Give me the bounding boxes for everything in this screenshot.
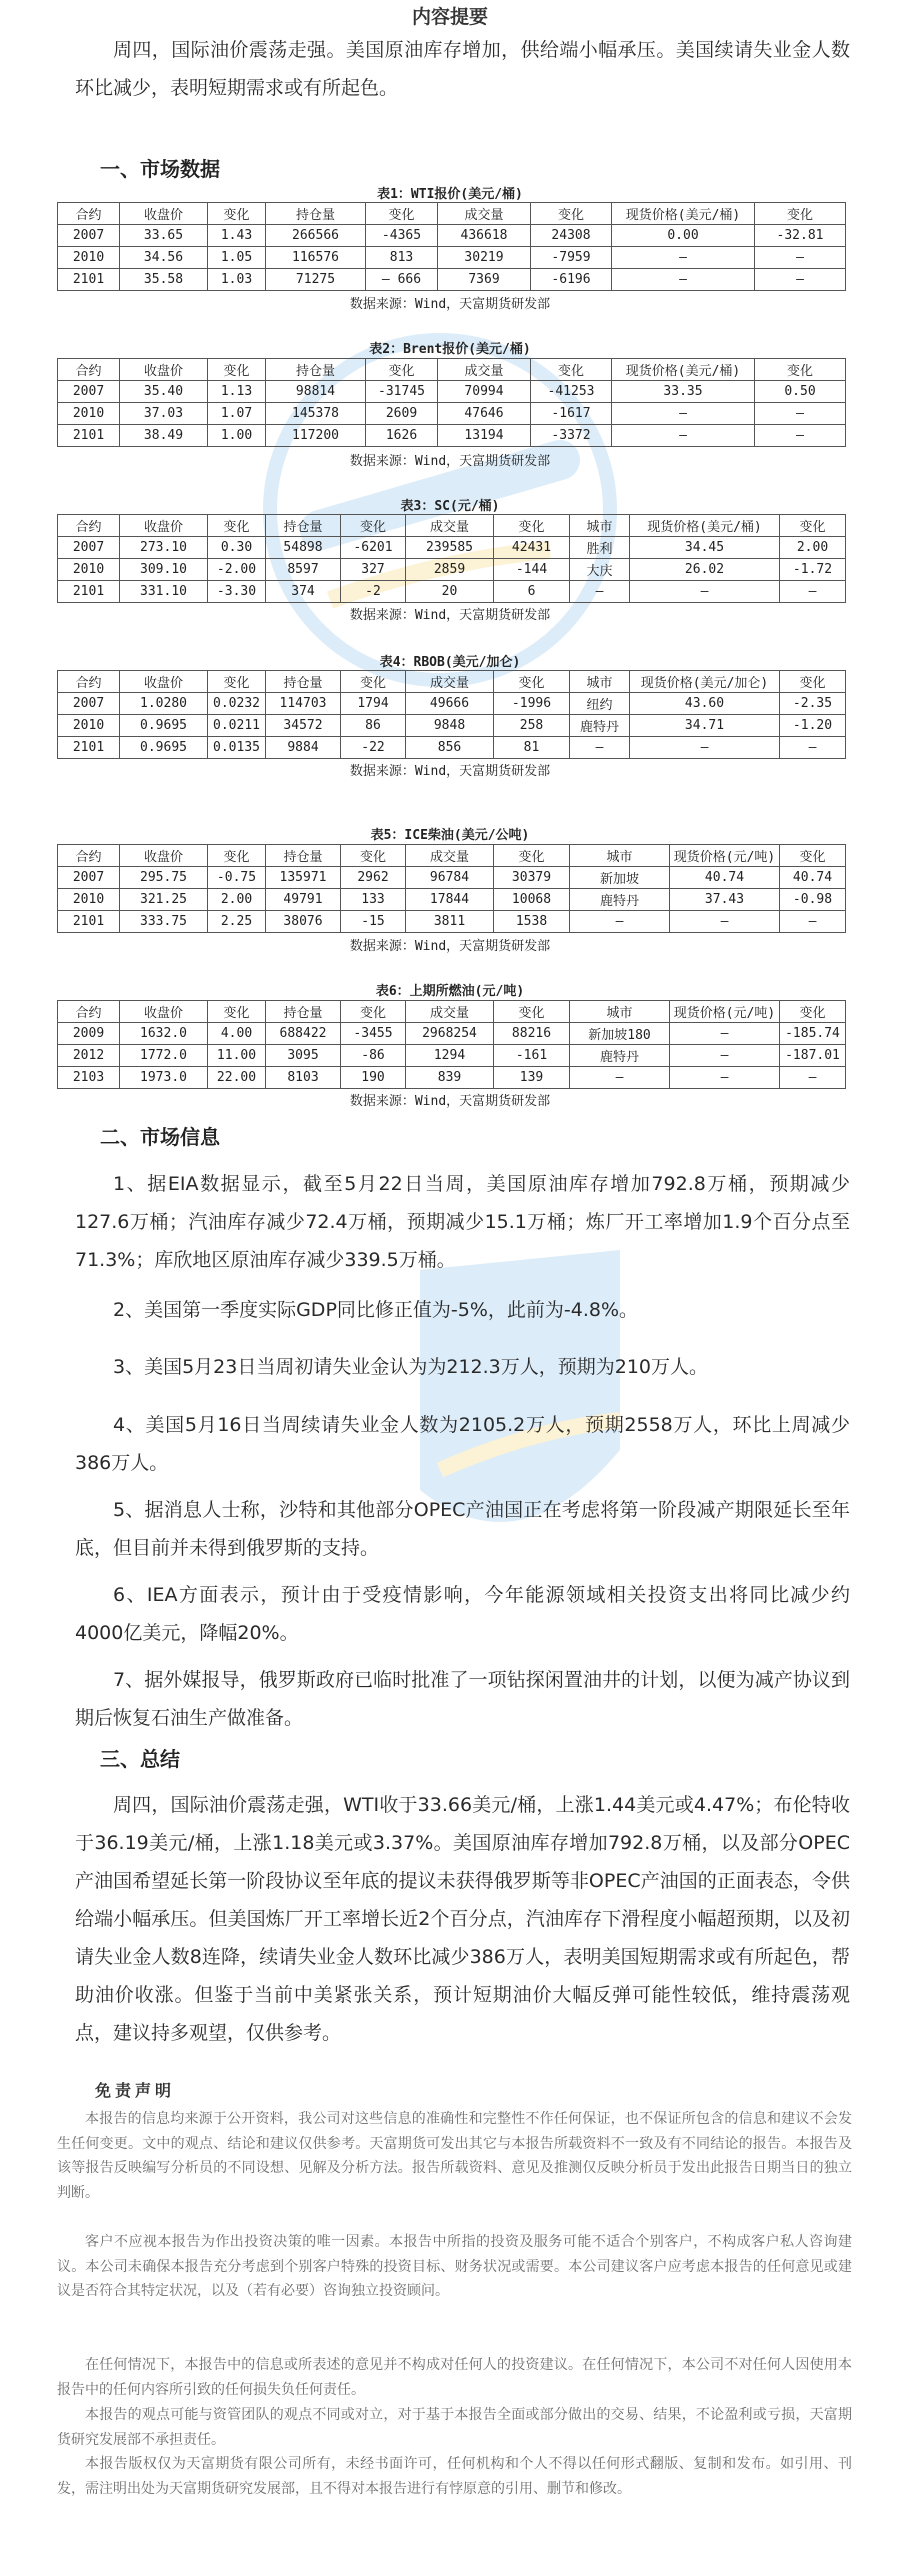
table-cell: -3455 <box>341 1023 406 1045</box>
header-cell: 变化 <box>780 515 846 537</box>
table-cell: 133 <box>341 889 406 911</box>
table-source: 数据来源：Wind，天富期货研发部 <box>349 764 551 779</box>
table-cell: 1.43 <box>208 225 266 247</box>
table-cell: 1973.0 <box>120 1067 208 1089</box>
table-cell: 114703 <box>266 693 341 715</box>
table-cell: 0.00 <box>612 225 755 247</box>
table-cell: 0.0211 <box>208 715 266 737</box>
header-cell: 合约 <box>58 515 120 537</box>
header-cell: 合约 <box>58 359 120 381</box>
header-cell: 变化 <box>366 203 438 225</box>
table-caption: 表5：ICE柴油(美元/公吨) <box>370 828 530 843</box>
header-cell: 变化 <box>208 203 266 225</box>
table-cell: 117200 <box>266 425 366 447</box>
table-cell: — <box>630 737 780 759</box>
disclaimer-title: 免责声明 <box>95 2081 176 2100</box>
table-cell: 8103 <box>266 1067 341 1089</box>
table-row <box>58 425 846 447</box>
header-cell: 变化 <box>494 845 570 867</box>
header-cell: 持仓量 <box>266 845 341 867</box>
table-row <box>58 867 846 889</box>
header-cell: 变化 <box>755 203 846 225</box>
table-row <box>58 225 846 247</box>
table-row <box>58 581 846 603</box>
table-cell: 38076 <box>266 911 341 933</box>
table-cell: -4365 <box>366 225 438 247</box>
table-cell: 0.30 <box>208 537 266 559</box>
table-cell: 30379 <box>494 867 570 889</box>
data-table-shfe-fuel-oil <box>57 1000 846 1089</box>
header-cell: 变化 <box>494 515 570 537</box>
table-cell: 49666 <box>406 693 494 715</box>
header-cell: 合约 <box>58 1001 120 1023</box>
header-cell: 变化 <box>494 1001 570 1023</box>
disclaimer-paragraph: 本报告的观点可能与资管团队的观点不同或对立，对于基于本报告全面或部分做出的交易、结果，不论盈利或亏损，天富期货研究发展部不承担责任。 <box>57 2407 852 2448</box>
header-cell: 持仓量 <box>266 203 366 225</box>
table-cell: — <box>670 911 780 933</box>
info-item-2: 2、美国第一季度实际GDP同比修正值为-5%，此前为-4.8%。 <box>113 1299 639 1321</box>
table-row <box>58 1045 846 1067</box>
table-source: 数据来源：Wind，天富期货研发部 <box>349 1094 551 1109</box>
table-cell: 2101 <box>58 911 120 933</box>
table-cell: 1.13 <box>208 381 266 403</box>
table-cell: — <box>612 269 755 291</box>
data-table-ice-gasoil <box>57 844 846 933</box>
header-cell: 收盘价 <box>120 671 208 693</box>
table-cell: 1.07 <box>208 403 266 425</box>
header-cell: 变化 <box>780 1001 846 1023</box>
table-row <box>58 889 846 911</box>
data-table-wti <box>57 202 846 291</box>
header-cell: 收盘价 <box>120 1001 208 1023</box>
disclaimer-paragraph: 在任何情况下，本报告中的信息或所表述的意见并不构成对任何人的投资建议。在任何情况下，本公司不对任何人因使用本报告中的任何内容所引致的任何损失负任何责任。 <box>57 2357 852 2398</box>
table-cell: 35.40 <box>120 381 208 403</box>
table-cell: 11.00 <box>208 1045 266 1067</box>
table-header-row <box>58 845 846 867</box>
header-cell: 变化 <box>494 671 570 693</box>
table-cell: — <box>670 1067 780 1089</box>
table-cell: — <box>780 1067 846 1089</box>
table-cell: -15 <box>341 911 406 933</box>
table-source: 数据来源：Wind，天富期货研发部 <box>349 297 551 312</box>
table-cell: 7369 <box>438 269 531 291</box>
disclaimer-paragraph: 客户不应视本报告为作出投资决策的唯一因素。本报告中所指的投资及服务可能不适合个别客户，不构成客户私人咨询建议。本公司未确保本报告充分考虑到个别客户特殊的投资目标、财务状况或需要。本公司建议客户应考虑本报告的任何意见或建议是否符合其特定状况，以及（若有必要）咨询独立投资顾问。 <box>57 2234 852 2300</box>
table-cell: 0.9695 <box>120 715 208 737</box>
header-cell: 变化 <box>341 1001 406 1023</box>
table-cell: 145378 <box>266 403 366 425</box>
table-cell: 2859 <box>406 559 494 581</box>
table-cell: 40.74 <box>780 867 846 889</box>
table-cell: — <box>670 1023 780 1045</box>
header-cell: 变化 <box>208 845 266 867</box>
table-cell: 2.00 <box>780 537 846 559</box>
table-source: 数据来源：Wind，天富期货研发部 <box>349 608 551 623</box>
table-cell: 40.74 <box>670 867 780 889</box>
table-cell: 96784 <box>406 867 494 889</box>
table-cell: 22.00 <box>208 1067 266 1089</box>
header-cell: 现货价格(美元/桶) <box>630 515 780 537</box>
table-cell: 813 <box>366 247 438 269</box>
table-cell: 1294 <box>406 1045 494 1067</box>
table-cell: 266566 <box>266 225 366 247</box>
summary-conclusion-paragraph: 周四，国际油价震荡走强，WTI收于33.66美元/桶，上涨1.44美元或4.47%；布伦特收于36.19美元/桶，上涨1.18美元或3.37%。美国原油库存增加792.8万桶，以及部分OPEC产油国希望延长第一阶段协议至年底的提议未获得俄罗斯等非OPEC产油国的正面表态，令供给端小幅承压。但美国炼厂开工率增长近2个百分点，汽油库存下滑程度小幅超预期，以及初请失业金人数8连降，续请失业金人数环比减少386万人，表明美国短期需求或有所起色，帮助油价收涨。但鉴于当前中美紧张关系，预计短期油价大幅反弹可能性较低，维持震荡观点，建议持多观望，仅供参考。 <box>75 1794 850 2044</box>
table-cell: 2007 <box>58 537 120 559</box>
table-cell: — <box>755 269 846 291</box>
info-item-4: 4、美国5月16日当周续请失业金人数为2105.2万人，预期2558万人，环比上周减少386万人。 <box>75 1414 850 1474</box>
table-cell: — <box>570 1067 670 1089</box>
table-cell: 大庆 <box>570 559 630 581</box>
table-cell: 26.02 <box>630 559 780 581</box>
table-cell: 3811 <box>406 911 494 933</box>
table-cell: 0.0232 <box>208 693 266 715</box>
table-cell: -2.00 <box>208 559 266 581</box>
table-cell: 4.00 <box>208 1023 266 1045</box>
table-cell: 688422 <box>266 1023 341 1045</box>
table-cell: 309.10 <box>120 559 208 581</box>
table-cell: 2010 <box>58 559 120 581</box>
table-cell: -6196 <box>531 269 612 291</box>
table-cell: 70994 <box>438 381 531 403</box>
table-cell: 2007 <box>58 693 120 715</box>
table-header-row <box>58 359 846 381</box>
header-cell: 收盘价 <box>120 845 208 867</box>
header-cell: 合约 <box>58 845 120 867</box>
table-cell: — <box>755 403 846 425</box>
table-caption: 表3：SC(元/桶) <box>400 499 500 514</box>
table-cell: 34572 <box>266 715 341 737</box>
header-cell: 成交量 <box>406 845 494 867</box>
table-cell: 49791 <box>266 889 341 911</box>
header-cell: 变化 <box>755 359 846 381</box>
table-caption: 表4：RBOB(美元/加仑) <box>379 655 521 670</box>
table-cell: -1996 <box>494 693 570 715</box>
table-cell: 9884 <box>266 737 341 759</box>
table-cell: -2 <box>341 581 406 603</box>
header-cell: 变化 <box>780 845 846 867</box>
disclaimer-paragraph: 本报告的信息均来源于公开资料，我公司对这些信息的准确性和完整性不作任何保证，也不保证所包含的信息和建议不会发生任何变更。文中的观点、结论和建议仅供参考。天富期货可发出其它与本报告所载资料不一致及有不同结论的报告。本报告及该等报告反映编写分析员的不同设想、见解及分析方法。报告所载资料、意见及推测仅反映分析员于发出此报告日期当日的独立判断。 <box>57 2111 852 2201</box>
table-cell: 47646 <box>438 403 531 425</box>
table-cell: 258 <box>494 715 570 737</box>
table-cell: -144 <box>494 559 570 581</box>
table-cell: 1794 <box>341 693 406 715</box>
header-cell: 变化 <box>531 203 612 225</box>
table-cell: -7959 <box>531 247 612 269</box>
table-cell: 34.45 <box>630 537 780 559</box>
table-cell: 116576 <box>266 247 366 269</box>
table-caption: 表6：上期所燃油(元/吨) <box>375 984 525 999</box>
table-cell: 10068 <box>494 889 570 911</box>
header-cell: 变化 <box>208 359 266 381</box>
table-cell: 81 <box>494 737 570 759</box>
section-heading-market-data: 一、市场数据 <box>100 157 220 181</box>
table-cell: 鹿特丹 <box>570 715 630 737</box>
table-cell: 86 <box>341 715 406 737</box>
table-caption: 表2：Brent报价(美元/桶) <box>369 342 531 357</box>
table-cell: 1.05 <box>208 247 266 269</box>
table-cell: — <box>612 247 755 269</box>
table-cell: 1538 <box>494 911 570 933</box>
table-cell: — <box>780 737 846 759</box>
table-cell: 2007 <box>58 867 120 889</box>
header-cell: 变化 <box>341 671 406 693</box>
header-cell: 持仓量 <box>266 671 341 693</box>
header-cell: 变化 <box>341 845 406 867</box>
header-cell: 成交量 <box>406 1001 494 1023</box>
table-cell: -3372 <box>531 425 612 447</box>
table-cell: — <box>755 247 846 269</box>
table-cell: 2009 <box>58 1023 120 1045</box>
table-cell: 胜利 <box>570 537 630 559</box>
table-cell: 135971 <box>266 867 341 889</box>
table-cell: 6 <box>494 581 570 603</box>
table-cell: 1.00 <box>208 425 266 447</box>
info-item-1: 1、据EIA数据显示，截至5月22日当周，美国原油库存增加792.8万桶，预期减少127.6万桶；汽油库存减少72.4万桶，预期减少15.1万桶；炼厂开工率增加1.9个百分点至71.3%；库欣地区原油库存减少339.5万桶。 <box>75 1173 850 1271</box>
table-cell: 2101 <box>58 737 120 759</box>
header-cell: 成交量 <box>406 671 494 693</box>
table-cell: 2.00 <box>208 889 266 911</box>
table-cell: — <box>612 425 755 447</box>
table-cell: 273.10 <box>120 537 208 559</box>
table-cell: 71275 <box>266 269 366 291</box>
header-cell: 城市 <box>570 515 630 537</box>
table-cell: 2012 <box>58 1045 120 1067</box>
header-cell: 收盘价 <box>120 203 208 225</box>
table-cell: 33.65 <box>120 225 208 247</box>
table-cell: — <box>570 581 630 603</box>
table-cell: -32.81 <box>755 225 846 247</box>
table-row <box>58 381 846 403</box>
table-cell: 1626 <box>366 425 438 447</box>
table-cell: 0.9695 <box>120 737 208 759</box>
table-header-row <box>58 1001 846 1023</box>
info-item-7: 7、据外媒报导，俄罗斯政府已临时批准了一项钻探闲置油井的计划，以便为减产协议到期后恢复石油生产做准备。 <box>75 1669 850 1729</box>
table-cell: 2101 <box>58 581 120 603</box>
table-cell: 2010 <box>58 403 120 425</box>
table-row <box>58 911 846 933</box>
table-row <box>58 269 846 291</box>
header-cell: 现货价格(美元/桶) <box>612 203 755 225</box>
table-cell: -86 <box>341 1045 406 1067</box>
table-cell: 34.71 <box>630 715 780 737</box>
header-cell: 持仓量 <box>266 359 366 381</box>
table-header-row <box>58 203 846 225</box>
section-heading-summary: 三、总结 <box>100 1747 180 1771</box>
table-cell: -3.30 <box>208 581 266 603</box>
table-cell: 1.0280 <box>120 693 208 715</box>
table-cell: — <box>630 581 780 603</box>
table-cell: 0.50 <box>755 381 846 403</box>
info-item-6: 6、IEA方面表示，预计由于受疫情影响，今年能源领域相关投资支出将同比减少约4000亿美元，降幅20%。 <box>75 1584 850 1644</box>
table-cell: -0.98 <box>780 889 846 911</box>
table-cell: 2.25 <box>208 911 266 933</box>
table-cell: 856 <box>406 737 494 759</box>
table-cell: 190 <box>341 1067 406 1089</box>
table-cell: 436618 <box>438 225 531 247</box>
header-cell: 成交量 <box>438 359 531 381</box>
table-cell: 8597 <box>266 559 341 581</box>
header-cell: 收盘价 <box>120 515 208 537</box>
table-cell: 2010 <box>58 715 120 737</box>
table-cell: 239585 <box>406 537 494 559</box>
table-cell: 2010 <box>58 247 120 269</box>
table-row <box>58 693 846 715</box>
table-cell: 37.03 <box>120 403 208 425</box>
header-cell: 成交量 <box>406 515 494 537</box>
table-cell: — <box>755 425 846 447</box>
table-cell: -185.74 <box>780 1023 846 1045</box>
table-cell: 2101 <box>58 425 120 447</box>
table-header-row <box>58 671 846 693</box>
page-title: 内容提要 <box>411 6 488 28</box>
table-cell: 1.03 <box>208 269 266 291</box>
header-cell: 收盘价 <box>120 359 208 381</box>
header-cell: 持仓量 <box>266 515 341 537</box>
table-cell: -1.72 <box>780 559 846 581</box>
table-cell: -0.75 <box>208 867 266 889</box>
table-caption: 表1：WTI报价(美元/桶) <box>377 187 523 202</box>
header-cell: 持仓量 <box>266 1001 341 1023</box>
header-cell: 现货价格(美元/桶) <box>612 359 755 381</box>
table-cell: -2.35 <box>780 693 846 715</box>
table-row <box>58 403 846 425</box>
table-cell: 3095 <box>266 1045 341 1067</box>
table-cell: 1632.0 <box>120 1023 208 1045</box>
header-cell: 城市 <box>570 671 630 693</box>
table-row <box>58 559 846 581</box>
header-cell: 成交量 <box>438 203 531 225</box>
table-cell: 鹿特丹 <box>570 889 670 911</box>
table-row <box>58 737 846 759</box>
table-cell: 纽约 <box>570 693 630 715</box>
table-cell: 54898 <box>266 537 341 559</box>
table-cell: -1.20 <box>780 715 846 737</box>
table-cell: — <box>780 581 846 603</box>
table-cell: 327 <box>341 559 406 581</box>
table-source: 数据来源：Wind，天富期货研发部 <box>349 939 551 954</box>
table-row <box>58 247 846 269</box>
table-cell: 17844 <box>406 889 494 911</box>
table-row <box>58 1023 846 1045</box>
table-cell: 88216 <box>494 1023 570 1045</box>
table-cell: -6201 <box>341 537 406 559</box>
table-cell: 2007 <box>58 225 120 247</box>
table-cell: 37.43 <box>670 889 780 911</box>
table-row <box>58 537 846 559</box>
table-cell: 9848 <box>406 715 494 737</box>
table-cell: 98814 <box>266 381 366 403</box>
table-cell: 1772.0 <box>120 1045 208 1067</box>
table-cell: 42431 <box>494 537 570 559</box>
data-table-rbob <box>57 670 846 759</box>
header-cell: 城市 <box>570 845 670 867</box>
table-cell: 2010 <box>58 889 120 911</box>
table-cell: 2968254 <box>406 1023 494 1045</box>
header-cell: 变化 <box>341 515 406 537</box>
table-cell: 鹿特丹 <box>570 1045 670 1067</box>
table-header-row <box>58 515 846 537</box>
data-table-brent <box>57 358 846 447</box>
table-cell: 34.56 <box>120 247 208 269</box>
header-cell: 变化 <box>208 515 266 537</box>
table-cell: 35.58 <box>120 269 208 291</box>
header-cell: 合约 <box>58 203 120 225</box>
table-cell: 139 <box>494 1067 570 1089</box>
data-table-sc <box>57 514 846 603</box>
table-cell: 33.35 <box>612 381 755 403</box>
table-cell: 20 <box>406 581 494 603</box>
table-cell: 2609 <box>366 403 438 425</box>
table-cell: — <box>570 911 670 933</box>
header-cell: 城市 <box>570 1001 670 1023</box>
table-cell: — <box>612 403 755 425</box>
table-cell: — <box>670 1045 780 1067</box>
table-cell: 295.75 <box>120 867 208 889</box>
table-row <box>58 715 846 737</box>
table-cell: — <box>780 911 846 933</box>
table-cell: 0.0135 <box>208 737 266 759</box>
table-cell: 30219 <box>438 247 531 269</box>
disclaimer-paragraph: 本报告版权仅为天富期货有限公司所有，未经书面许可，任何机构和个人不得以任何形式翻版、复制和发布。如引用、刊发，需注明出处为天富期货研究发展部，且不得对本报告进行有悖原意的引用、删节和修改。 <box>57 2456 852 2497</box>
table-cell: 839 <box>406 1067 494 1089</box>
table-cell: -22 <box>341 737 406 759</box>
table-cell: -31745 <box>366 381 438 403</box>
table-cell: 43.60 <box>630 693 780 715</box>
table-cell: -41253 <box>531 381 612 403</box>
table-cell: 24308 <box>531 225 612 247</box>
table-cell: 新加坡180 <box>570 1023 670 1045</box>
table-cell: 331.10 <box>120 581 208 603</box>
table-row <box>58 1067 846 1089</box>
header-cell: 现货价格(元/吨) <box>670 845 780 867</box>
table-source: 数据来源：Wind，天富期货研发部 <box>349 454 551 469</box>
header-cell: 变化 <box>366 359 438 381</box>
summary-paragraph: 周四，国际油价震荡走强。美国原油库存增加，供给端小幅承压。美国续请失业金人数环比减少，表明短期需求或有所起色。 <box>75 39 850 99</box>
header-cell: 变化 <box>531 359 612 381</box>
table-cell: 2007 <box>58 381 120 403</box>
header-cell: 合约 <box>58 671 120 693</box>
table-cell: 321.25 <box>120 889 208 911</box>
header-cell: 变化 <box>208 1001 266 1023</box>
table-cell: 333.75 <box>120 911 208 933</box>
table-cell: 38.49 <box>120 425 208 447</box>
header-cell: 现货价格(美元/加仑) <box>630 671 780 693</box>
table-cell: 374 <box>266 581 341 603</box>
info-item-3: 3、美国5月23日当周初请失业金认为为212.3万人，预期为210万人。 <box>113 1356 709 1378</box>
table-cell: -187.01 <box>780 1045 846 1067</box>
header-cell: 变化 <box>208 671 266 693</box>
table-cell: 2101 <box>58 269 120 291</box>
table-cell: 13194 <box>438 425 531 447</box>
header-cell: 现货价格(元/吨) <box>670 1001 780 1023</box>
info-item-5: 5、据消息人士称，沙特和其他部分OPEC产油国正在考虑将第一阶段减产期限延长至年底，但目前并未得到俄罗斯的支持。 <box>75 1499 850 1559</box>
table-cell: 2103 <box>58 1067 120 1089</box>
header-cell: 变化 <box>780 671 846 693</box>
table-cell: 2962 <box>341 867 406 889</box>
table-cell: -1617 <box>531 403 612 425</box>
table-cell: — 666 <box>366 269 438 291</box>
table-cell: 新加坡 <box>570 867 670 889</box>
section-heading-market-info: 二、市场信息 <box>100 1125 220 1149</box>
table-cell: — <box>570 737 630 759</box>
table-cell: -161 <box>494 1045 570 1067</box>
